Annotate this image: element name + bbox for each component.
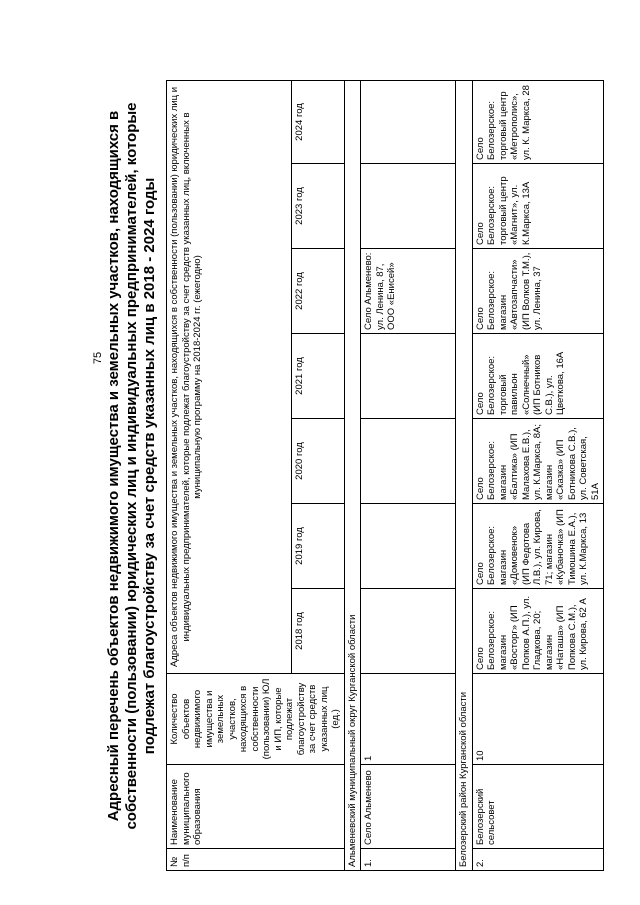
row-year-2023: Село Белозерское: торговый центр «Магнит», ул. К.Маркса, 13А [472,164,604,249]
row-year-2019 [361,504,456,589]
row-year-2019: Село Белозерское: магазин «Домовенок» (ИП Федотова Л.В.), ул. Кирова, 71; магазин «Кубаночка» (ИП Тимошина Е.А.), ул. К.Маркса, 13 [472,504,604,589]
header-addresses: Адреса объектов недвижимого имущества и земельных участков, находящихся в собственности (пользовании) юридических лиц и индивидуальных предпринимателей, которые подлежат благоустройству за счет средств указанных лиц, включенных в муниципальную программу на 2018-2024 гг. (ежегодно) [167,80,292,673]
table-row [361,80,456,870]
row-num: 1. [361,849,456,871]
row-year-2022: Село Белозерское: магазин «Автозапчасти» (ИП Волков Т.М.), ул. Ленина, 37 [472,249,604,334]
header-num: № п/п [167,849,345,871]
table-row [472,80,604,870]
rotated-page-content [105,51,601,881]
header-year-2019: 2019 год [292,504,344,589]
header-row [167,80,292,870]
section-title: Белозерский район Курганской области [456,80,473,870]
row-year-2024: Село Белозерское: торговый центр «Метрополис», ул. К. Маркса, 28 [472,80,604,163]
document-title: Адресный перечень объектов недвижимого имущества и земельных участков, находящихся в собственности (пользовании) юридических лиц и индивидуальных предпринимателей, которые подлежат благоустройству за счет средств указанных лиц в 2018 - 2024 годы [105,102,158,830]
header-year-2021: 2021 год [292,334,344,419]
row-year-2018: Село Белозерское: магазин «Восторг» (ИП Попков А.П.), ул. Гладкова, 20; магазин «Наташа» (ИП Попкова С.М.), ул. Кирова, 62 А [472,589,604,674]
row-year-2021: Село Белозерское: торговый павильон «Солнечный» (ИП Ботников С.В.), ул. Цветкова, 16А [472,334,604,419]
row-year-2020: Село Белозерское: магазин «Балтика» (ИП Малахова Е.В.), ул. К.Маркса, 8А; магазин «Сказка» (ИП Ботникова С.В.), ул. Советская, 51А [472,419,604,504]
header-year-2024: 2024 год [292,80,344,163]
header-municipality: Наименование муниципального образования [167,765,345,849]
header-count: Количество объектов недвижимого имущества и земельных участков, находящихся в собственности (пользовании) ЮЛ и ИП, которые подлежат благоустройству за счет средств указанных лиц (ед.) [167,674,345,765]
objects-table [166,80,604,871]
row-count: 1 [361,674,456,765]
row-municipality: Белозерский сельсовет [472,765,604,849]
header-year-2023: 2023 год [292,164,344,249]
row-year-2018 [361,589,456,674]
row-year-2023 [361,164,456,249]
header-year-2020: 2020 год [292,419,344,504]
section-row [344,80,361,870]
row-year-2022: Село Альменево: ул. Ленина, 87, ООО «Енисей» [361,249,456,334]
section-row [456,80,473,870]
page-number: 75 [92,351,104,365]
row-year-2020 [361,419,456,504]
row-municipality: Село Альменево [361,765,456,849]
row-year-2024 [361,80,456,163]
section-title: Альменевский муниципальный округ Курганской области [344,80,361,870]
row-year-2021 [361,334,456,419]
header-year-2022: 2022 год [292,249,344,334]
row-num: 2. [472,849,604,871]
header-year-2018: 2018 год [292,589,344,674]
row-count: 10 [472,674,604,765]
